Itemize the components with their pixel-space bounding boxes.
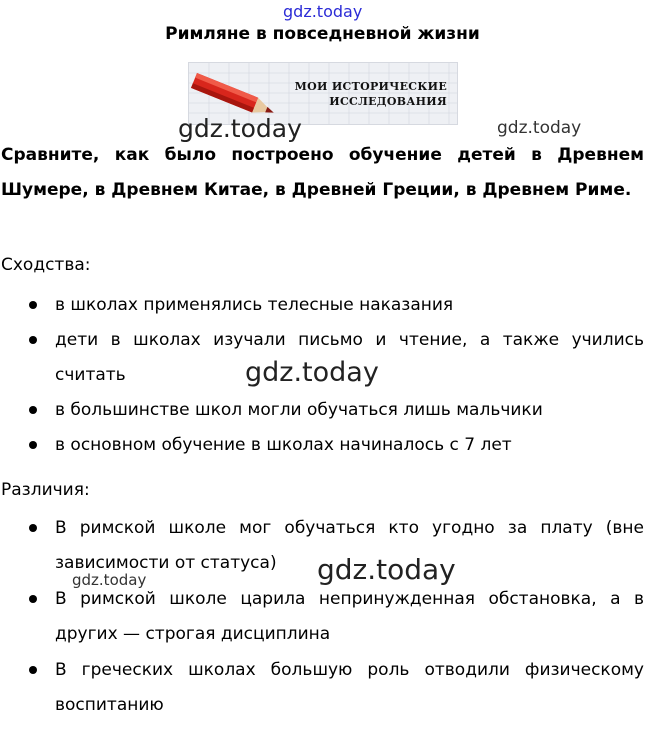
bullet-icon xyxy=(29,406,37,414)
watermark-b: gdz.today xyxy=(497,118,582,138)
differences-label: Различия: xyxy=(1,480,90,500)
differences-list xyxy=(0,511,645,724)
similarities-label: Сходства: xyxy=(1,255,91,275)
watermark-a: gdz.today xyxy=(178,114,302,143)
list-item xyxy=(0,428,645,463)
question-text: Сравните, как было построено обучение детей в Древнем Шумере, в Древнем Китае, в Древней Греции, в Древнем Риме. xyxy=(1,145,644,200)
page-title: Римляне в повседневной жизни xyxy=(165,24,480,44)
bullet-icon xyxy=(29,666,37,674)
list-item-text: в большинстве школ могли обучаться лишь мальчики xyxy=(55,400,543,420)
bullet-icon xyxy=(29,301,37,309)
list-item-text: В римской школе царила непринужденная обстановка, а в других — строгая дисциплина xyxy=(55,589,644,644)
list-item xyxy=(0,653,645,723)
list-item-text: дети в школах изучали письмо и чтение, а также учились считать xyxy=(55,330,644,385)
list-item-text: В римской школе мог обучаться кто угодно за плату (вне зависимости от статуса) xyxy=(55,518,644,573)
list-item-text: В греческих школах большую роль отводили физическому воспитанию xyxy=(55,660,644,715)
list-item-text: в школах применялись телесные наказания xyxy=(55,295,454,315)
bullet-icon xyxy=(29,441,37,449)
bullet-icon xyxy=(29,524,37,532)
list-item xyxy=(0,582,645,652)
badge-line-2: ИССЛЕДОВАНИЯ xyxy=(329,95,447,108)
list-item-text: в основном обучение в школах начиналось с 7 лет xyxy=(55,435,512,455)
watermark-c: gdz.today xyxy=(245,357,379,388)
bullet-icon xyxy=(29,336,37,344)
list-item xyxy=(0,288,645,323)
watermark-d: gdz.today xyxy=(317,553,456,586)
list-item xyxy=(0,393,645,428)
badge-line-1: МОИ ИСТОРИЧЕСКИЕ xyxy=(294,80,447,93)
watermark-e: gdz.today xyxy=(72,571,147,589)
bullet-icon xyxy=(29,595,37,603)
watermark-top: gdz.today xyxy=(283,2,363,21)
